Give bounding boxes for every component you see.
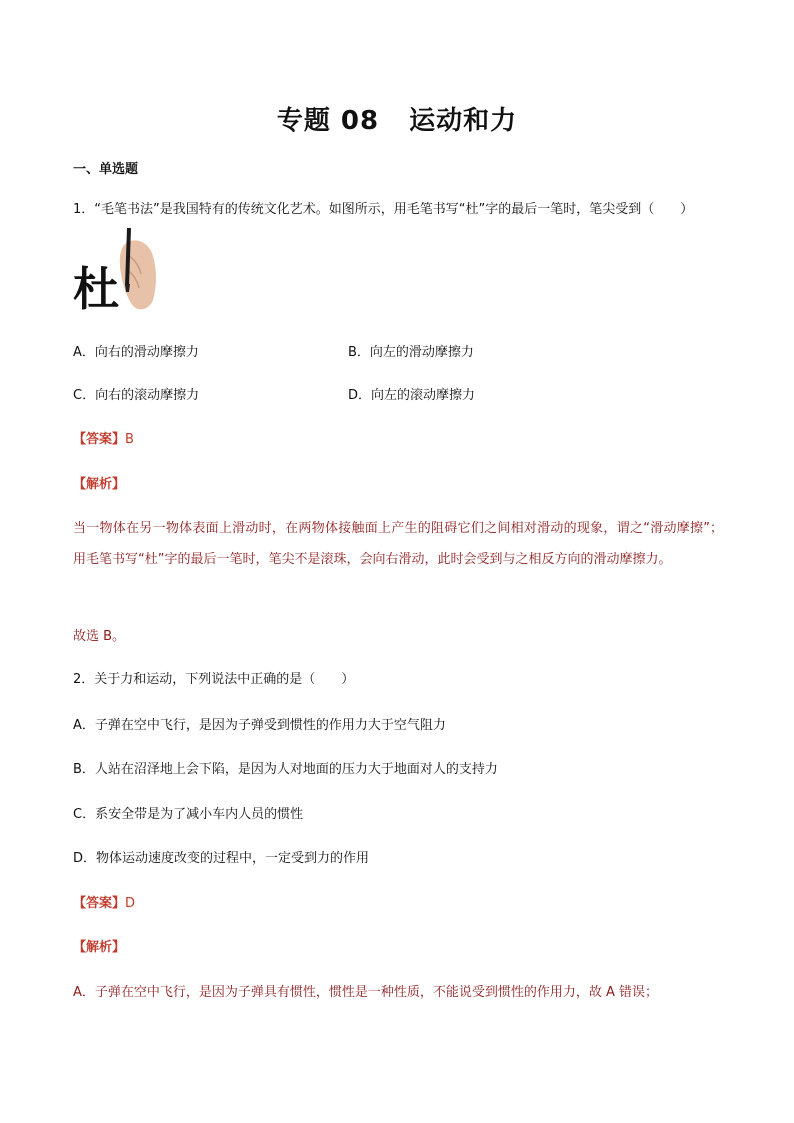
answer-label: 【答案】 [73,432,126,447]
question-2-stem: 2．关于力和运动，下列说法中正确的是（ ） [73,672,355,687]
question-2-option-a: A．子弹在空中飞行，是因为子弹受到惯性的作用力大于空气阻力 [73,718,446,733]
question-1-option-d: D．向左的滚动摩擦力 [348,388,476,403]
question-1-analysis: 当一物体在另一物体表面上滑动时，在两物体接触面上产生的阻碍它们之间相对滑动的现象，谓之“滑动摩擦”；用毛笔书写“杜”字的最后一笔时，笔尖不是滚珠，会向右滑动，此时会受到与之相反方向的滑动摩擦力。 [73,521,723,567]
answer-label: 【答案】 [73,896,126,911]
title-topic-number: 专题 08 [276,106,380,136]
question-2-option-d: D．物体运动速度改变的过程中，一定受到力的作用 [73,851,370,866]
question-1-analysis-label: 【解析】 [73,477,126,492]
question-1-option-b: B．向左的滑动摩擦力 [348,345,474,360]
calligraphy-character: 杜 [73,262,119,316]
question-1-answer [73,430,134,450]
answer-value: B [125,432,134,447]
question-2-analysis-a: A．子弹在空中飞行，是因为子弹具有惯性，惯性是一种性质，不能说受到惯性的作用力，故 A 错误； [73,985,659,1000]
question-1-option-a: A．向右的滑动摩擦力 [73,345,199,360]
question-2-option-b: B．人站在沼泽地上会下陷，是因为人对地面的压力大于地面对人的支持力 [73,762,498,777]
question-2-option-c: C．系安全带是为了减小车内人员的惯性 [73,807,304,822]
question-2-analysis-label: 【解析】 [73,940,126,955]
question-1-option-c: C．向右的滚动摩擦力 [73,388,200,403]
section-heading: 一、单选题 [73,162,139,177]
question-2-answer [73,894,135,914]
answer-value: D [125,896,136,911]
title-topic-name: 运动和力 [409,106,518,136]
question-1-conclusion: 故选 B。 [73,629,126,644]
page-title [0,100,794,137]
calligraphy-figure [73,226,159,316]
question-1-stem: 1．“毛笔书法”是我国特有的传统文化艺术。如图所示，用毛笔书写“杜”字的最后一笔时，笔尖受到（ ） [73,202,694,217]
